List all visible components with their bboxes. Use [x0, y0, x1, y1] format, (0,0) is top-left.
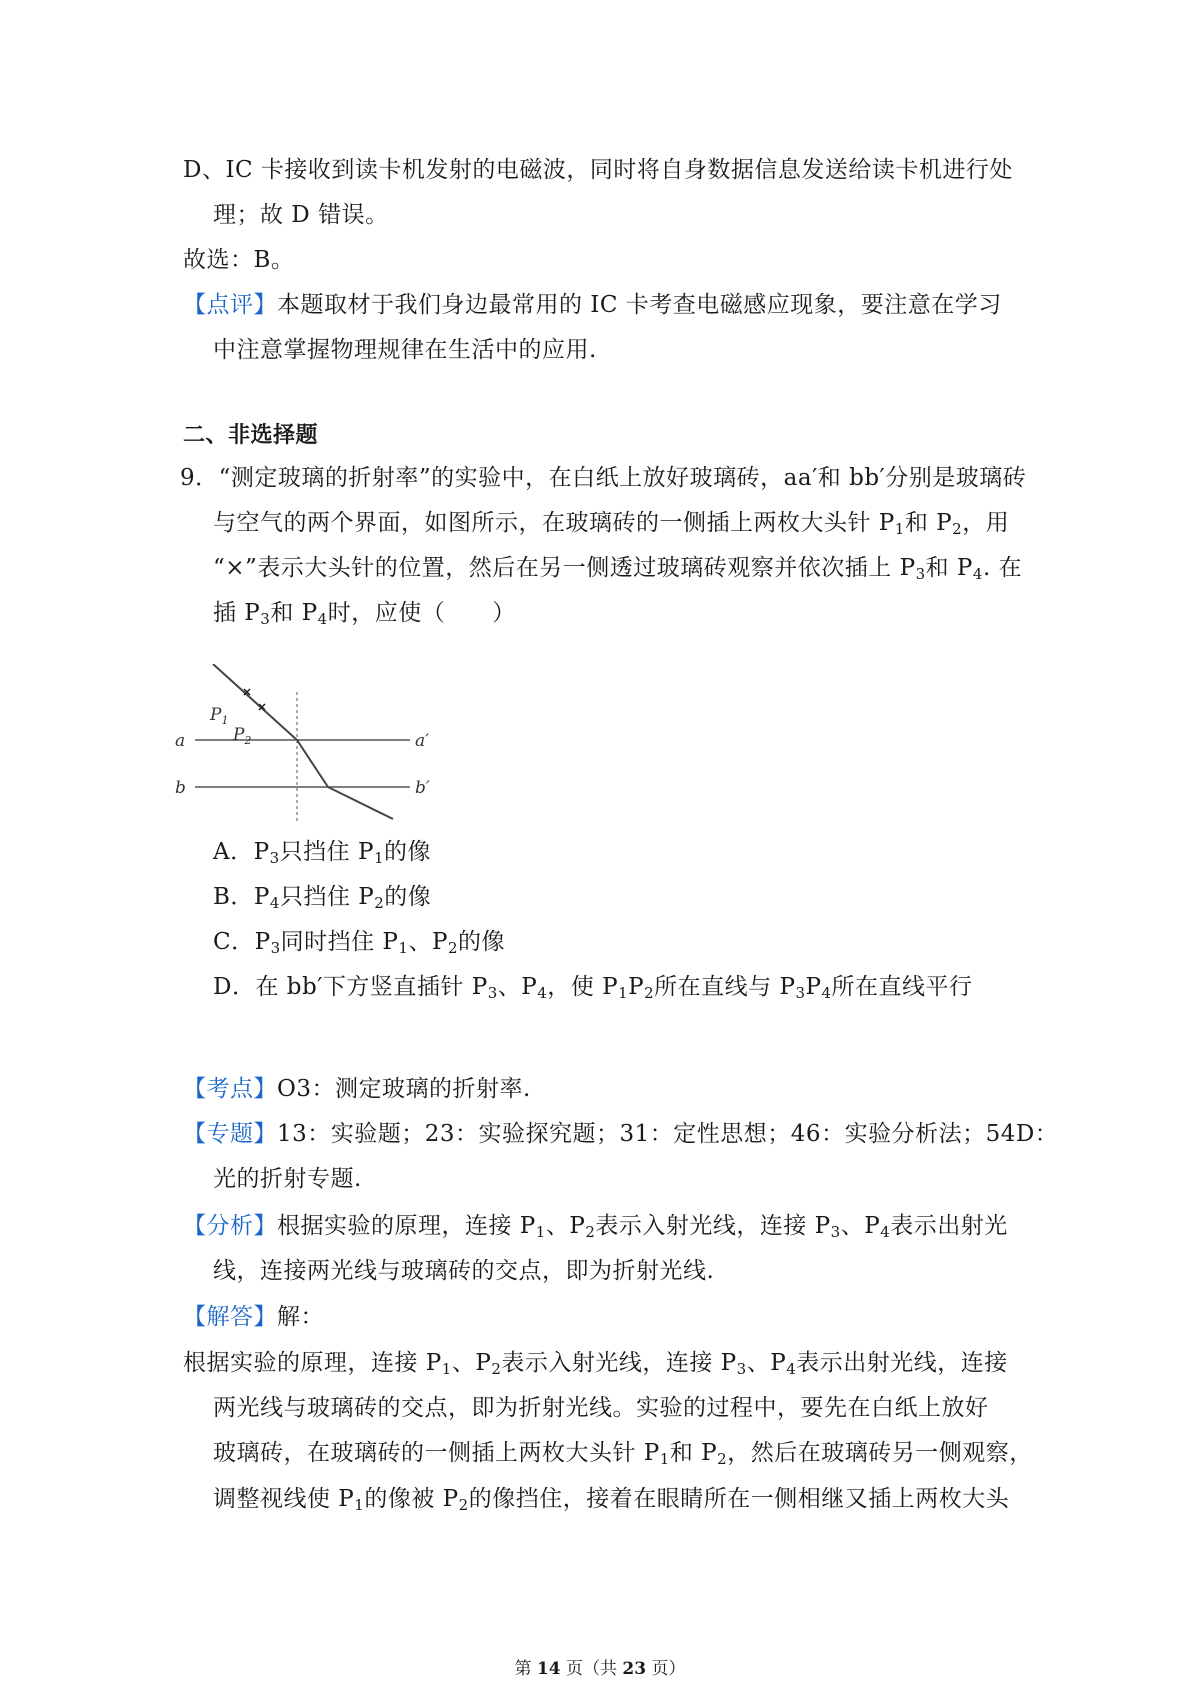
t: 根据实验的原理，连接 P	[183, 1350, 442, 1376]
sub: 4	[786, 1360, 797, 1378]
sub: 2	[374, 894, 385, 912]
sub: 2	[585, 1223, 596, 1241]
t: 和 P	[669, 1440, 718, 1466]
t: 表示出射光线，连接	[796, 1350, 1008, 1376]
kaodian-line	[183, 1074, 531, 1104]
opt-text: D．在 bb′下方竖直插针 P	[213, 974, 488, 1000]
t: 的像被 P	[364, 1486, 459, 1512]
sub: 2	[447, 939, 458, 957]
opt-text: C．P	[213, 929, 271, 955]
sub: 1	[398, 939, 409, 957]
fenxi-tag: 【分析】	[183, 1213, 277, 1239]
review-tag: 【点评】	[183, 292, 277, 318]
kaodian-text: O3：测定玻璃的折射率.	[277, 1076, 531, 1102]
sub: 3	[487, 984, 498, 1002]
solution-line1	[183, 1348, 1008, 1378]
sub: 4	[537, 984, 548, 1002]
sub: 1	[894, 520, 905, 538]
label-p2: $P_2$	[233, 725, 252, 747]
t: 根据实验的原理，连接 P	[277, 1213, 536, 1239]
sub: 3	[270, 939, 281, 957]
opt-text: 的像	[458, 929, 505, 955]
t: 的像挡住，接着在眼睛所在一侧相继又插上两枚大头	[468, 1486, 1010, 1512]
sub: 4	[972, 565, 983, 583]
sub: 1	[535, 1223, 546, 1241]
sub: 2	[644, 984, 655, 1002]
sub: 3	[260, 610, 271, 628]
label-b-prime: b′	[415, 778, 430, 798]
sub: 2	[952, 520, 963, 538]
opt-text: 的像	[384, 884, 432, 910]
t: 、P	[545, 1213, 586, 1239]
kaodian-tag: 【考点】	[183, 1076, 277, 1102]
sub: 2	[491, 1360, 502, 1378]
label-a: a	[175, 731, 186, 751]
refraction-diagram	[175, 664, 445, 824]
q-text: 插 P	[213, 600, 261, 626]
sub: 1	[373, 849, 384, 867]
t: 页（共	[560, 1659, 623, 1679]
label-p1: $P_1$	[210, 705, 229, 727]
fenxi-line2: 线，连接两光线与玻璃砖的交点，即为折射光线.	[213, 1258, 715, 1284]
jieda-line	[183, 1302, 324, 1332]
solution-line2: 两光线与玻璃砖的交点，即为折射光线。实验的过程中，要先在白纸上放好	[213, 1395, 989, 1421]
sub: 1	[618, 984, 629, 1002]
t: 第	[514, 1659, 537, 1679]
option-a	[213, 837, 431, 867]
opt-text: B．P	[213, 884, 270, 910]
sub: 3	[269, 849, 280, 867]
question-text: “测定玻璃的折射率”的实验中，在白纸上放好玻璃砖，aa′和 bb′分别是玻璃砖	[218, 465, 1027, 491]
opt-text: P	[805, 974, 822, 1000]
sub: 1	[659, 1450, 670, 1468]
t: 调整视线使 P	[213, 1486, 355, 1512]
sub: 4	[317, 610, 328, 628]
t: 、P	[451, 1350, 492, 1376]
q-text: 和 P	[904, 510, 953, 536]
page-number: 14	[536, 1659, 561, 1679]
t: 表示入射光线，连接 P	[595, 1213, 831, 1239]
zhuanti-line2: 光的折射专题.	[213, 1166, 362, 1192]
question-line4	[213, 598, 516, 628]
page-total: 23	[622, 1659, 647, 1679]
zhuanti-text: 13：实验题；23：实验探究题；31：定性思想；46：实验分析法；54D：	[277, 1121, 1059, 1147]
option-b	[213, 882, 431, 912]
opt-text: 、P	[497, 974, 538, 1000]
review-paragraph-line1	[183, 290, 1002, 320]
review-text: 本题取材于我们身边最常用的 IC 卡考查电磁感应现象，要注意在学习	[277, 292, 1002, 318]
q-text: . 在	[982, 555, 1023, 581]
sub: 3	[736, 1360, 747, 1378]
opt-text: 的像	[383, 839, 431, 865]
t: 、P	[840, 1213, 881, 1239]
sub: 4	[821, 984, 832, 1002]
t: ，然后在玻璃砖另一侧观察，	[727, 1440, 1033, 1466]
opt-text: A．P	[213, 839, 270, 865]
opt-text: 只挡住 P	[279, 839, 374, 865]
sub: 3	[915, 565, 926, 583]
jieda-tag: 【解答】	[183, 1304, 277, 1330]
q-text: 和 P	[270, 600, 318, 626]
sub: 2	[458, 1496, 469, 1514]
option-d-explanation-line2: 理；故 D 错误。	[213, 202, 389, 228]
solution-line4	[213, 1484, 1009, 1514]
question-line2	[213, 508, 1009, 538]
answer-choice: 故选：B。	[183, 247, 295, 273]
t: 玻璃砖，在玻璃砖的一侧插上两枚大头针 P	[213, 1440, 660, 1466]
sub: 4	[880, 1223, 891, 1241]
q-text: 和 P	[925, 555, 973, 581]
opt-text: 同时挡住 P	[280, 929, 399, 955]
review-paragraph-line2: 中注意掌握物理规律在生活中的应用.	[213, 337, 597, 363]
option-d	[213, 972, 973, 1002]
sub: 3	[830, 1223, 841, 1241]
t: 表示出射光	[890, 1213, 1008, 1239]
label-a-prime: a′	[415, 731, 429, 751]
page-footer	[0, 1654, 1200, 1679]
zhuanti-line1	[183, 1119, 1058, 1149]
question-line3	[213, 553, 1022, 583]
sub: 3	[795, 984, 806, 1002]
question-line1	[180, 463, 1026, 493]
sub: 1	[354, 1496, 365, 1514]
q-text: “×”表示大头针的位置，然后在另一侧透过玻璃砖观察并依次插上 P	[213, 555, 916, 581]
t: 表示入射光线，连接 P	[501, 1350, 737, 1376]
opt-text: ，使 P	[547, 974, 619, 1000]
fenxi-line1	[183, 1211, 1008, 1241]
opt-text: 所在直线平行	[831, 974, 973, 1000]
question-number: 9．	[180, 465, 219, 491]
q-text: 时，应使（ ）	[327, 600, 516, 626]
sub: 2	[717, 1450, 728, 1468]
sub: 1	[441, 1360, 452, 1378]
t: 页）	[646, 1659, 686, 1679]
opt-text: 、P	[408, 929, 448, 955]
zhuanti-tag: 【专题】	[183, 1121, 277, 1147]
opt-text: 只挡住 P	[279, 884, 375, 910]
section-title: 二、非选择题	[183, 423, 319, 448]
sub: 4	[269, 894, 280, 912]
option-c	[213, 927, 505, 957]
opt-text: 所在直线与 P	[654, 974, 796, 1000]
jieda-text: 解：	[277, 1304, 324, 1330]
label-b: b	[175, 778, 186, 798]
q-text: 与空气的两个界面，如图所示，在玻璃砖的一侧插上两枚大头针 P	[213, 510, 895, 536]
opt-text: P	[628, 974, 645, 1000]
q-text: ，用	[962, 510, 1010, 536]
t: 、P	[746, 1350, 787, 1376]
solution-line3	[213, 1438, 1033, 1468]
option-d-explanation-line1: D、IC 卡接收到读卡机发射的电磁波，同时将自身数据信息发送给读卡机进行处	[183, 157, 1013, 183]
